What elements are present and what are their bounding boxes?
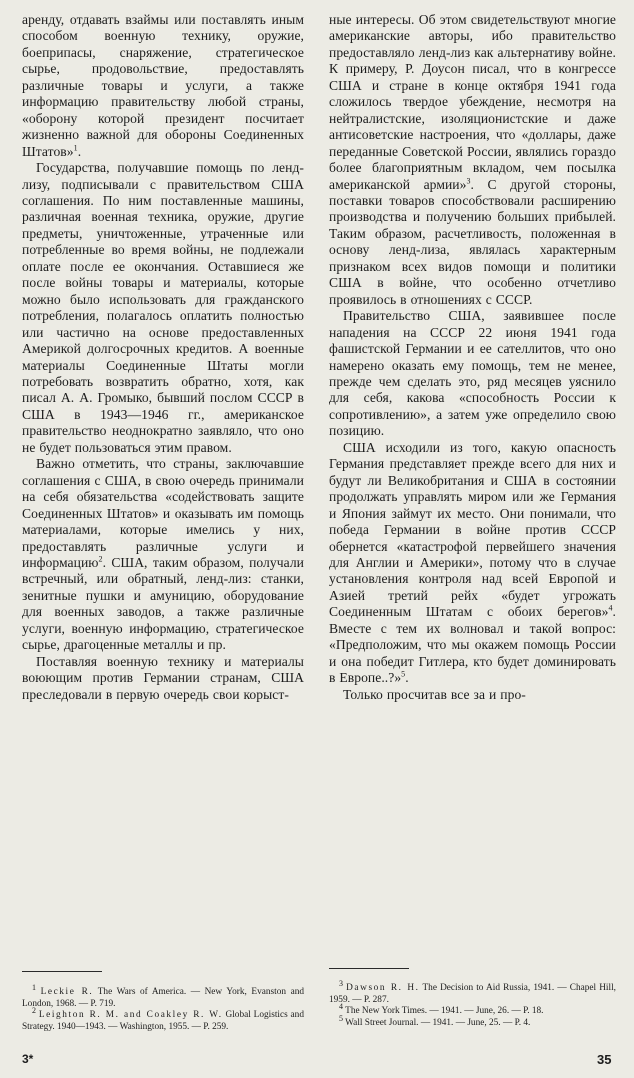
footnote-ref: 4 <box>608 603 613 613</box>
footnote-ref: 2 <box>98 554 103 564</box>
page-number: 35 <box>597 1052 612 1067</box>
footnote-number: 4 <box>339 1002 343 1012</box>
paragraph-text: ные интересы. Об этом свидетельствуют многие американские авторы, ибо правительство предоставляло ленд-лиз как альтернативу войне. К примеру, Р. Доусон писал, что в конгрессе США и стране в конце октября 1941 года сложилось твердое убеждение, несмотря на нейтралистские, изоляционистские и даже антисоветские настроения, что «доллары, даже переданные Советской России, являлись гораздо более благоприятным вкладом, чем посылка американской армии» <box>329 12 616 192</box>
footnote-ref: 3 <box>466 176 471 185</box>
footnote-number: 3 <box>339 978 343 988</box>
paragraph-text: Только просчитав все за и про- <box>343 686 526 702</box>
paragraph <box>329 440 616 687</box>
footnote-text: Global Logistics and Strategy. 1940—1943. — Washington, 1955. — P. 259. <box>22 1010 304 1032</box>
paragraph-text: Поставляя военную технику и материалы воюющим против Германии странам, США преследовали в первую очередь свои корыст- <box>22 653 304 702</box>
paragraph <box>329 308 616 440</box>
footnotes-right <box>329 978 616 1029</box>
paragraph-text: Государства, получавшие помощь по ленд-лизу, подписывали с правительством США соглашения. По ним поставленные машины, различная военная техника, оружие, другие предметы, уничтоженные, утраченные или потребленные во время войны, не подлежали оплате после ее окончания. Оставшиеся же после войны товары и материалы, которые можно было использовать для гражданского потребления, полагалось оплатить полностью или частично на основе предоставленных Америкой долгосрочных кредитов. А военные материалы Соединенные Штаты могли потребовать возвратить обратно, хотя, как писал А. А. Громыко, бывший послом СССР в США в 1943—1946 гг., американское правительство неоднократно заявляло, что оно не будет пользоваться этим правом. <box>22 160 304 455</box>
footnote-text: Wall Street Journal. — 1941. — June, 25. — P. 4. <box>345 1017 531 1028</box>
footnote-ref: 1 <box>73 143 78 153</box>
paragraph <box>22 160 304 456</box>
paragraph-text: Важно отметить, что страны, заключавшие соглашения с США, в свою очередь принимали на себя обязательства «содействовать защите Соединенных Штатов» и оказывать им помощь материалами, которые имелись у них, предоставлять различные услуги и информацию <box>22 456 304 570</box>
footnote-ref: 5 <box>401 669 406 679</box>
paragraph <box>22 654 304 703</box>
footnote <box>329 978 616 1006</box>
paragraph-text: . С другой стороны, поставки товаров способствовали расширению производства и получению больших прибылей. Таким образом, расчетливость, положенная в основу ленд-лиза, являлась характерным признаком всех видов помощи и политики США в войне, что особенно отчетливо проявилось в отношениях с СССР. <box>329 176 616 307</box>
signature-mark: 3* <box>22 1052 34 1066</box>
left-column <box>22 12 304 703</box>
footnote-number: 2 <box>32 1006 36 1016</box>
footnote-number: 1 <box>32 982 36 992</box>
footnote-text: The Wars of America. — New York, Evanston and London, 1968. — P. 719. <box>22 987 305 1009</box>
paragraph-text: Правительство США, заявившее после нападения на СССР 22 июня 1941 года фашистской Германии и ее сателлитов, что оно намерено оказать ему помощь, тем не менее, прежде чем сделать это, ряд месяцев уяснило для себя, какова «способность России к сопротивлению», а затем уже определило свою позицию. <box>329 308 616 439</box>
footnote <box>22 982 305 1010</box>
paragraph <box>22 456 304 653</box>
footnote-divider <box>22 971 102 972</box>
footnote <box>329 1013 616 1030</box>
footnote-author: Leighton R. M. and Coakley R. W. <box>38 1010 223 1021</box>
right-column <box>329 12 616 703</box>
footnote-number: 5 <box>339 1013 343 1023</box>
paragraph <box>329 687 616 703</box>
paragraph-text: США исходили из того, какую опасность Германия представляет прежде всего для них и будут ли Великобритания и США в состоянии продолжать управлять миром или же Германия и Япония займут их место. Они понимали, что победа Германии в войне против СССР обернется «катастрофой первейшего значения для Англии и Америки», потому что в случае установления контроля над всей Европой и Азией третий рейх «будет угрожать Соединенным Штатам с обоих берегов» <box>329 439 616 620</box>
paragraph-text: . Вместе с тем их волновал и такой вопрос: «Предположим, что мы окажем помощь России и она победит Гитлера, кто будет доминировать в Европе..?» <box>329 604 616 686</box>
paragraph-text: . США, таким образом, получали встречный, или обратный, ленд-лиз: станки, зенитные пушки и амуницию, оборудование для военных заводов, а также различные услуги, военную информацию, стратегическое сырье, драгоценные металлы и пр. <box>22 554 304 653</box>
footnote-text: The Decision to Aid Russia, 1941. — Chapel Hill, 1959. — P. 287. <box>329 983 616 1005</box>
paragraph-text: . <box>405 670 409 686</box>
paragraph-text: . <box>77 143 82 159</box>
footnote-author: Leckie R. <box>40 987 94 997</box>
paragraph-text: аренду, отдавать взаймы или поставлять иным способом военную технику, оружие, боеприпасы, снаряжение, стратегическое сырье, продовольствие, предоставлять различные товары и услуги, а также информацию правительству любой страны, «оборону которой президент посчитает жизненно важной для обороны Соединенных Штатов» <box>22 12 304 159</box>
footnote <box>22 1006 304 1033</box>
paragraph <box>22 12 304 160</box>
footnotes-left <box>22 982 305 1033</box>
footnote <box>329 1002 616 1018</box>
paragraph <box>329 12 616 308</box>
footnote-author: Dawson R. H. <box>346 983 420 993</box>
footnote-text: The New York Times. — 1941. — June, 26. — P. 18. <box>345 1006 544 1017</box>
footnote-divider <box>329 968 409 969</box>
